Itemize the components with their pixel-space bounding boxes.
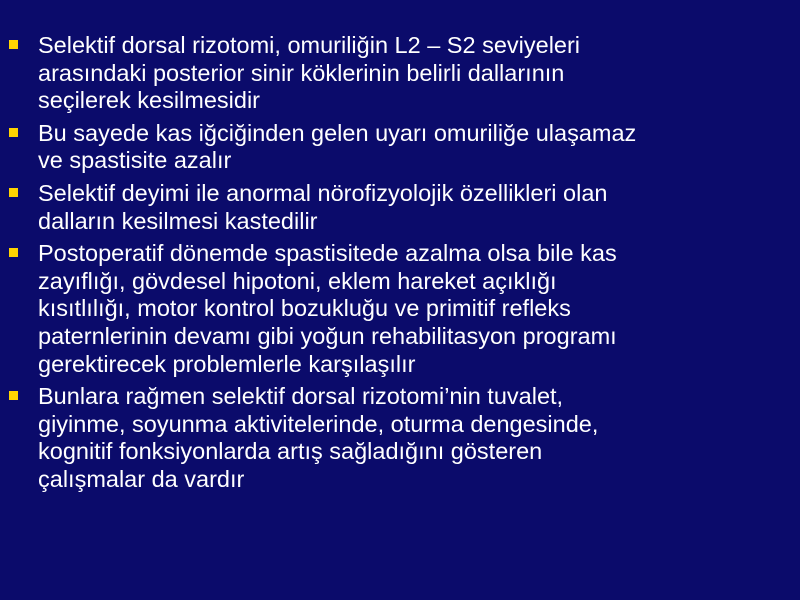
bullet-item [0,32,800,115]
bullet-item [0,240,800,378]
bullet-list [0,32,800,499]
bullet-text: Postoperatif dönemde spastisitede azalma olsa bile kas zayıflığı, gövdesel hipotoni, eklem hareket açıklığı kısıtlılığı, motor kontrol bozukluğu ve primitif refleks paternlerinin devamı gibi yoğun rehabilitasyon programı gerektirecek problemlerle karşılaşılır [38,240,617,377]
square-bullet-icon [9,188,18,197]
bullet-text: Bu sayede kas iğciğinden gelen uyarı omuriliğe ulaşamaz ve spastisite azalır [38,119,637,174]
bullet-text: Selektif deyimi ile anormal nörofizyolojik özellikleri olan dalların kesilmesi kastedilir [38,179,608,234]
bullet-text: Bunlara rağmen selektif dorsal rizotomi’nin tuvalet, giyinme, soyunma aktivitelerinde, oturma dengesinde, kognitif fonksiyonlarda artış sağladığını gösteren çalışmalar da vardır [38,383,599,492]
square-bullet-icon [9,40,18,49]
square-bullet-icon [9,248,18,257]
bullet-item [0,383,800,493]
bullet-item [0,180,800,235]
bullet-item [0,120,800,175]
square-bullet-icon [9,391,18,400]
square-bullet-icon [9,128,18,137]
bullet-text: Selektif dorsal rizotomi, omuriliğin L2 – S2 seviyeleri arasındaki posterior sinir köklerinin belirli dallarının seçilerek kesilmesidir [38,32,581,114]
